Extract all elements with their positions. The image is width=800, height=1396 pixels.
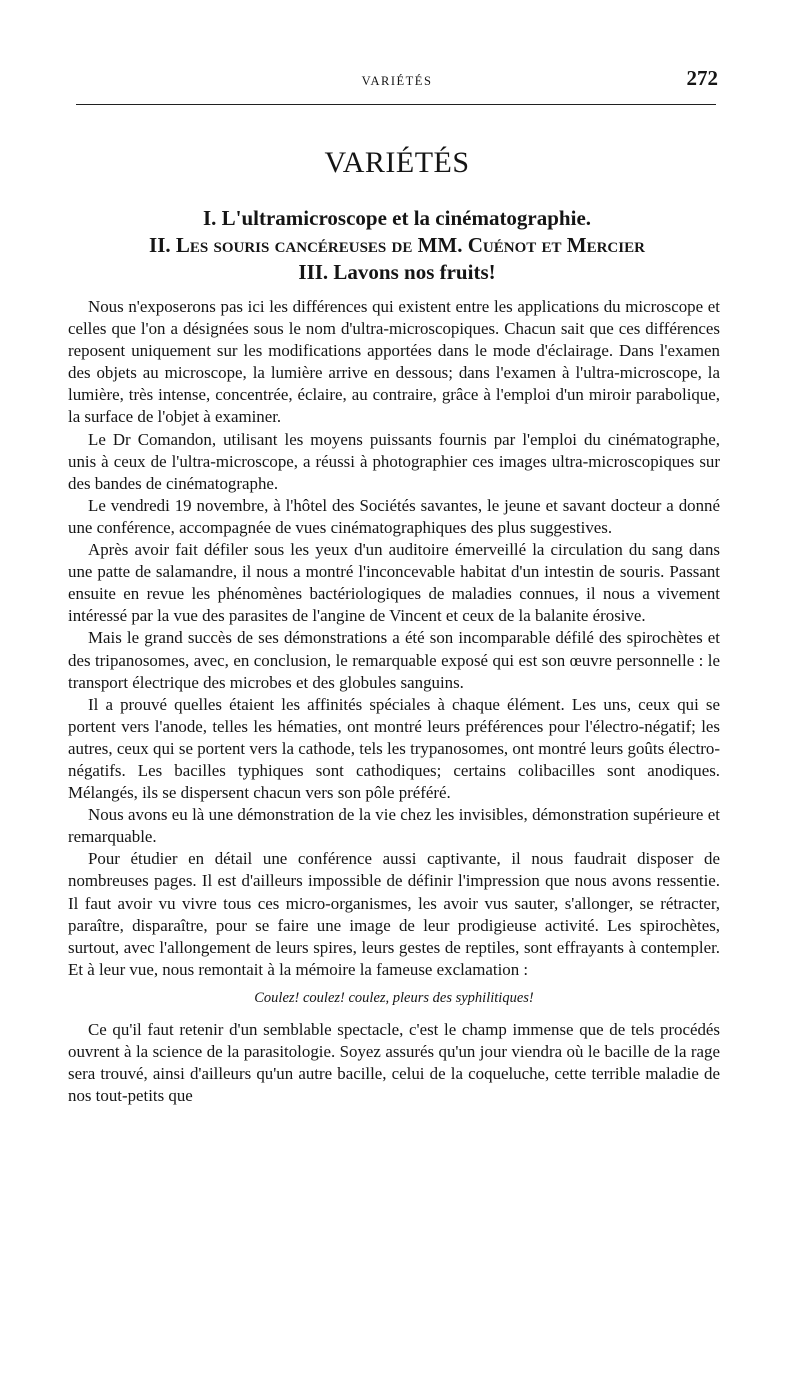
header-rule	[76, 104, 716, 105]
article-title: VARIÉTÉS	[324, 146, 470, 179]
running-head	[76, 66, 718, 96]
paragraph-1: Nous n'exposerons pas ici les différences qui existent entre les applications du microscope et celles que l'on a désignées sous le nom d'ultra-microscopiques. Chacun sait que ces différences reposent uniquement sur les modifications apportées dans le mode d'éclairage. Dans l'examen des objets au microscope, la lumière arrive en dessous; dans l'examen à l'ultra-microscope, la lumière, très intense, concentrée, éclaire, au contraire, grâce à l'emploi d'un miroir parabolique, la surface de l'objet à examiner.	[68, 297, 720, 427]
subtitle-3: III. Lavons nos fruits!	[298, 260, 496, 284]
paragraph-7: Nous avons eu là une démonstration de la vie chez les invisibles, démonstration supérieure et remarquable.	[68, 805, 720, 847]
subtitle-1: I. L'ultramicroscope et la cinématographie.	[202, 206, 592, 230]
paragraph-8: Pour étudier en détail une conférence aussi captivante, il nous faudrait disposer de nombreuses pages. Il est d'ailleurs impossible de définir l'impression que nous avons ressentie. Il faut avoir vu vivre tous ces micro-organismes, les avoir vus sauter, s'allonger, se rétracter, paraître, disparaître, pour se faire une image de leur prodigieuse activité. Les spirochètes, surtout, avec l'allongement de leurs spires, leurs gestes de reptiles, sont effrayants à contempler. Et à leur vue, nous remontait à la mémoire la fameuse exclamation :	[68, 849, 720, 979]
quotation: Coulez! coulez! coulez, pleurs des syphilitiques!	[254, 989, 534, 1006]
paragraph-9: Ce qu'il faut retenir d'un semblable spectacle, c'est le champ immense que de tels procédés ouvrent à la science de la parasitologie. Soyez assurés qu'un jour viendra où le bacille de la rage sera trouvé, ainsi d'ailleurs qu'un autre bacille, celui de la coqueluche, cette terrible maladie de nos tout-petits que	[68, 1020, 720, 1106]
page-number: 272	[686, 66, 718, 90]
paragraph-2: Le Dr Comandon, utilisant les moyens puissants fournis par l'emploi du cinématographe, unis à ceux de l'ultra-microscope, a réussi à photographier ces images ultra-microscopiques sur des bandes de cinématographe.	[68, 429, 720, 493]
paragraph-5: Mais le grand succès de ses démonstrations a été son incomparable défilé des spirochètes et des tripanosomes, avec, en conclusion, le remarquable exposé qui est son œuvre personnelle : le transport électrique des microbes et des globules sanguins.	[68, 628, 720, 692]
paragraph-3: Le vendredi 19 novembre, à l'hôtel des Sociétés savantes, le jeune et savant docteur a donné une conférence, accompagnée de vues cinématographiques des plus suggestives.	[68, 495, 720, 537]
paragraph-4: Après avoir fait défiler sous les yeux d'un auditoire émerveillé la circulation du sang dans une patte de salamandre, il nous a montré l'inconcevable habitat d'un intestin de souris. Passant ensuite en revue les phénomènes bactériologiques de maladies connues, il nous a vivement intéressé par la vue des parasites de l'angine de Vincent et ceux de la balanite érosive.	[68, 540, 720, 626]
subtitle-2: II. Les souris cancéreuses de MM. Cuénot et Mercier	[149, 233, 645, 257]
paragraph-6: Il a prouvé quelles étaient les affinités spéciales à chaque élément. Les uns, ceux qui se portent vers l'anode, telles les hématies, ont montré leurs préférences pour l'électro-négatif; les autres, ceux qui se portent vers la cathode, tels les trypanosomes, ont montré leurs goûts électro-négatifs. Les bacilles typhiques sont cathodiques; certains colibacilles sont anodiques. Mélangés, ils se dispersent chacun vers son pôle préféré.	[68, 694, 720, 803]
running-title: VARIÉTÉS	[361, 74, 433, 88]
article-body	[68, 296, 720, 1107]
subtitle-list	[76, 205, 718, 286]
